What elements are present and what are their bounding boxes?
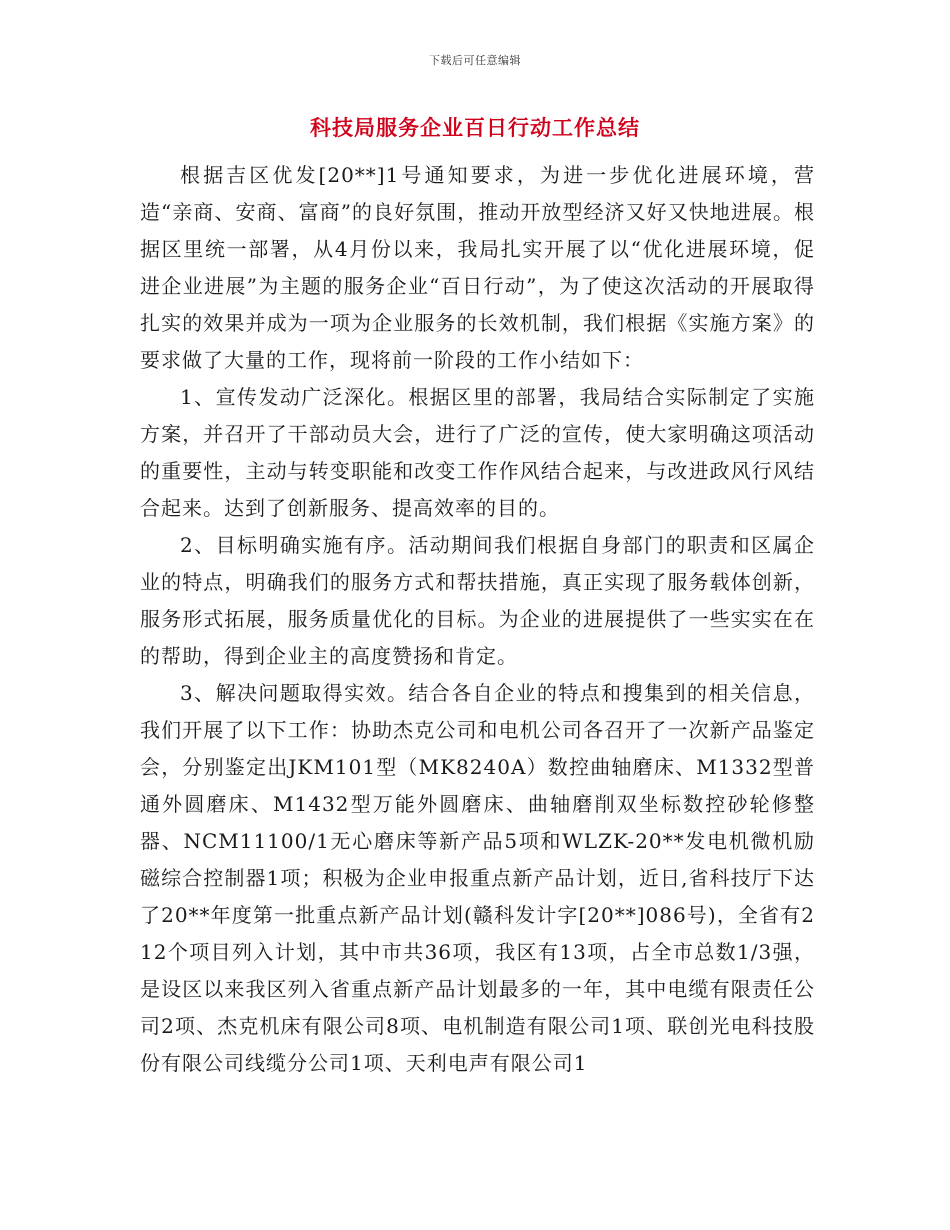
header-note: 下载后可任意编辑 [429, 54, 521, 67]
document-title: 科技局服务企业百日行动工作总结 [310, 116, 640, 140]
paragraph-publicity: 1、宣传发动广泛深化。根据区里的部署，我局结合实际制定了实施方案，并召开了干部动员大会，进行了广泛的宣传，使大家明确这项活动的重要性，主动与转变职能和改变工作作风结合起来，与改进政风行风结合起来。达到了创新服务、提高效率的目的。 [140, 385, 815, 520]
paragraph-goals: 2、目标明确实施有序。活动期间我们根据自身部门的职责和区属企业的特点，明确我们的服务方式和帮扶措施，真正实现了服务载体创新，服务形式拓展，服务质量优化的目标。为企业的进展提供了一些实实在在的帮助，得到企业主的高度赞扬和肯定。 [140, 533, 815, 668]
paragraph-intro: 根据吉区优发[20**]1号通知要求，为进一步优化进展环境，营造“亲商、安商、富商”的良好氛围，推动开放型经济又好又快地进展。根据区里统一部署，从4月份以来，我局扎实开展了以“优化进展环境，促进企业进展”为主题的服务企业“百日行动”，为了使这次活动的开展取得扎实的效果并成为一项为企业服务的长效机制，我们根据《实施方案》的要求做了大量的工作，现将前一阶段的工作小结如下： [140, 163, 815, 372]
paragraph-results: 3、解决问题取得实效。结合各自企业的特点和搜集到的相关信息，我们开展了以下工作：协助杰克公司和电机公司各召开了一次新产品鉴定会，分别鉴定出JKM101型（MK8240A）数控曲轴磨床、M1332型普通外圆磨床、M1432型万能外圆磨床、曲轴磨削双坐标数控砂轮修整器、NCM11100/1无心磨床等新产品5项和WLZK-20**发电机微机励磁综合控制器1项；积极为企业申报重点新产品计划，近日,省科技厅下达了20**年度第一批重点新产品计划(赣科发计字[20**]086号)，全省有212个项目列入计划，其中市共36项，我区有13项，占全市总数1/3强，是设区以来我区列入省重点新产品计划最多的一年，其中电缆有限责任公司2项、杰克机床有限公司8项、电机制造有限公司1项、联创光电科技股份有限公司线缆分公司1项、天利电声有限公司1 [140, 681, 815, 1075]
document-body [140, 157, 815, 1082]
